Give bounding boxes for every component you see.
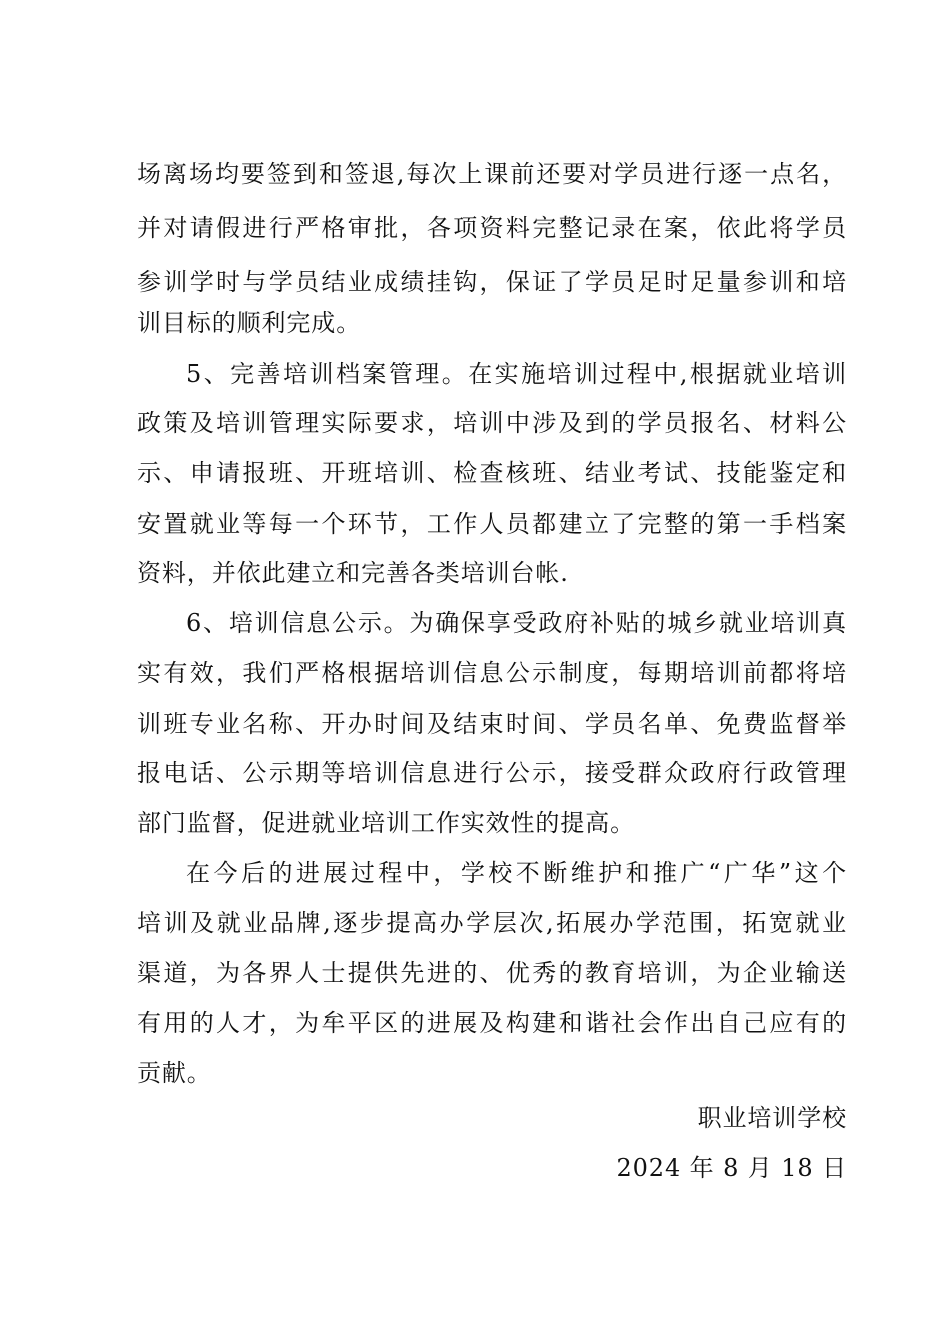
body-line-13: 报电话、公示期等培训信息进行公示，接受群众政府行政管理: [137, 759, 847, 787]
body-line-2: 并对请假进行严格审批，各项资料完整记录在案，依此将学员: [137, 214, 847, 242]
body-line-16: 培训及就业品牌,逐步提高办学层次,拓展办学范围，拓宽就业: [137, 909, 847, 937]
body-line-8: 安置就业等每一个环节，工作人员都建立了完整的第一手档案: [137, 510, 847, 538]
body-line-14: 部门监督，促进就业培训工作实效性的提高。: [137, 809, 635, 837]
body-line-10: 6、培训信息公示。为确保享受政府补贴的城乡就业培训真: [186, 609, 847, 637]
body-line-15: 在今后的进展过程中，学校不断维护和推广“广华”这个: [186, 859, 847, 887]
body-line-7: 示、申请报班、开班培训、检查核班、结业考试、技能鉴定和: [137, 459, 847, 487]
body-line-17: 渠道，为各界人士提供先进的、优秀的教育培训，为企业输送: [137, 959, 847, 987]
body-line-3: 参训学时与学员结业成绩挂钩，保证了学员足时足量参训和培: [137, 268, 847, 296]
body-line-11: 实有效，我们严格根据培训信息公示制度，每期培训前都将培: [137, 659, 847, 687]
body-line-9: 资料，并依此建立和完善各类培训台帐.: [137, 559, 569, 587]
body-line-1: 场离场均要签到和签退,每次上课前还要对学员进行逐一点名，: [137, 160, 847, 188]
body-line-19: 贡献。: [137, 1059, 212, 1087]
body-line-6: 政策及培训管理实际要求，培训中涉及到的学员报名、材料公: [137, 409, 847, 437]
signature-date: 2024 年 8 月 18 日: [616, 1154, 847, 1182]
signature-organization: 职业培训学校: [697, 1104, 847, 1132]
body-line-18: 有用的人才，为牟平区的进展及构建和谐社会作出自己应有的: [137, 1009, 847, 1037]
body-line-4: 训目标的顺利完成。: [137, 309, 362, 337]
body-line-5: 5、完善培训档案管理。在实施培训过程中,根据就业培训: [186, 360, 847, 388]
body-line-12: 训班专业名称、开办时间及结束时间、学员名单、免费监督举: [137, 710, 847, 738]
